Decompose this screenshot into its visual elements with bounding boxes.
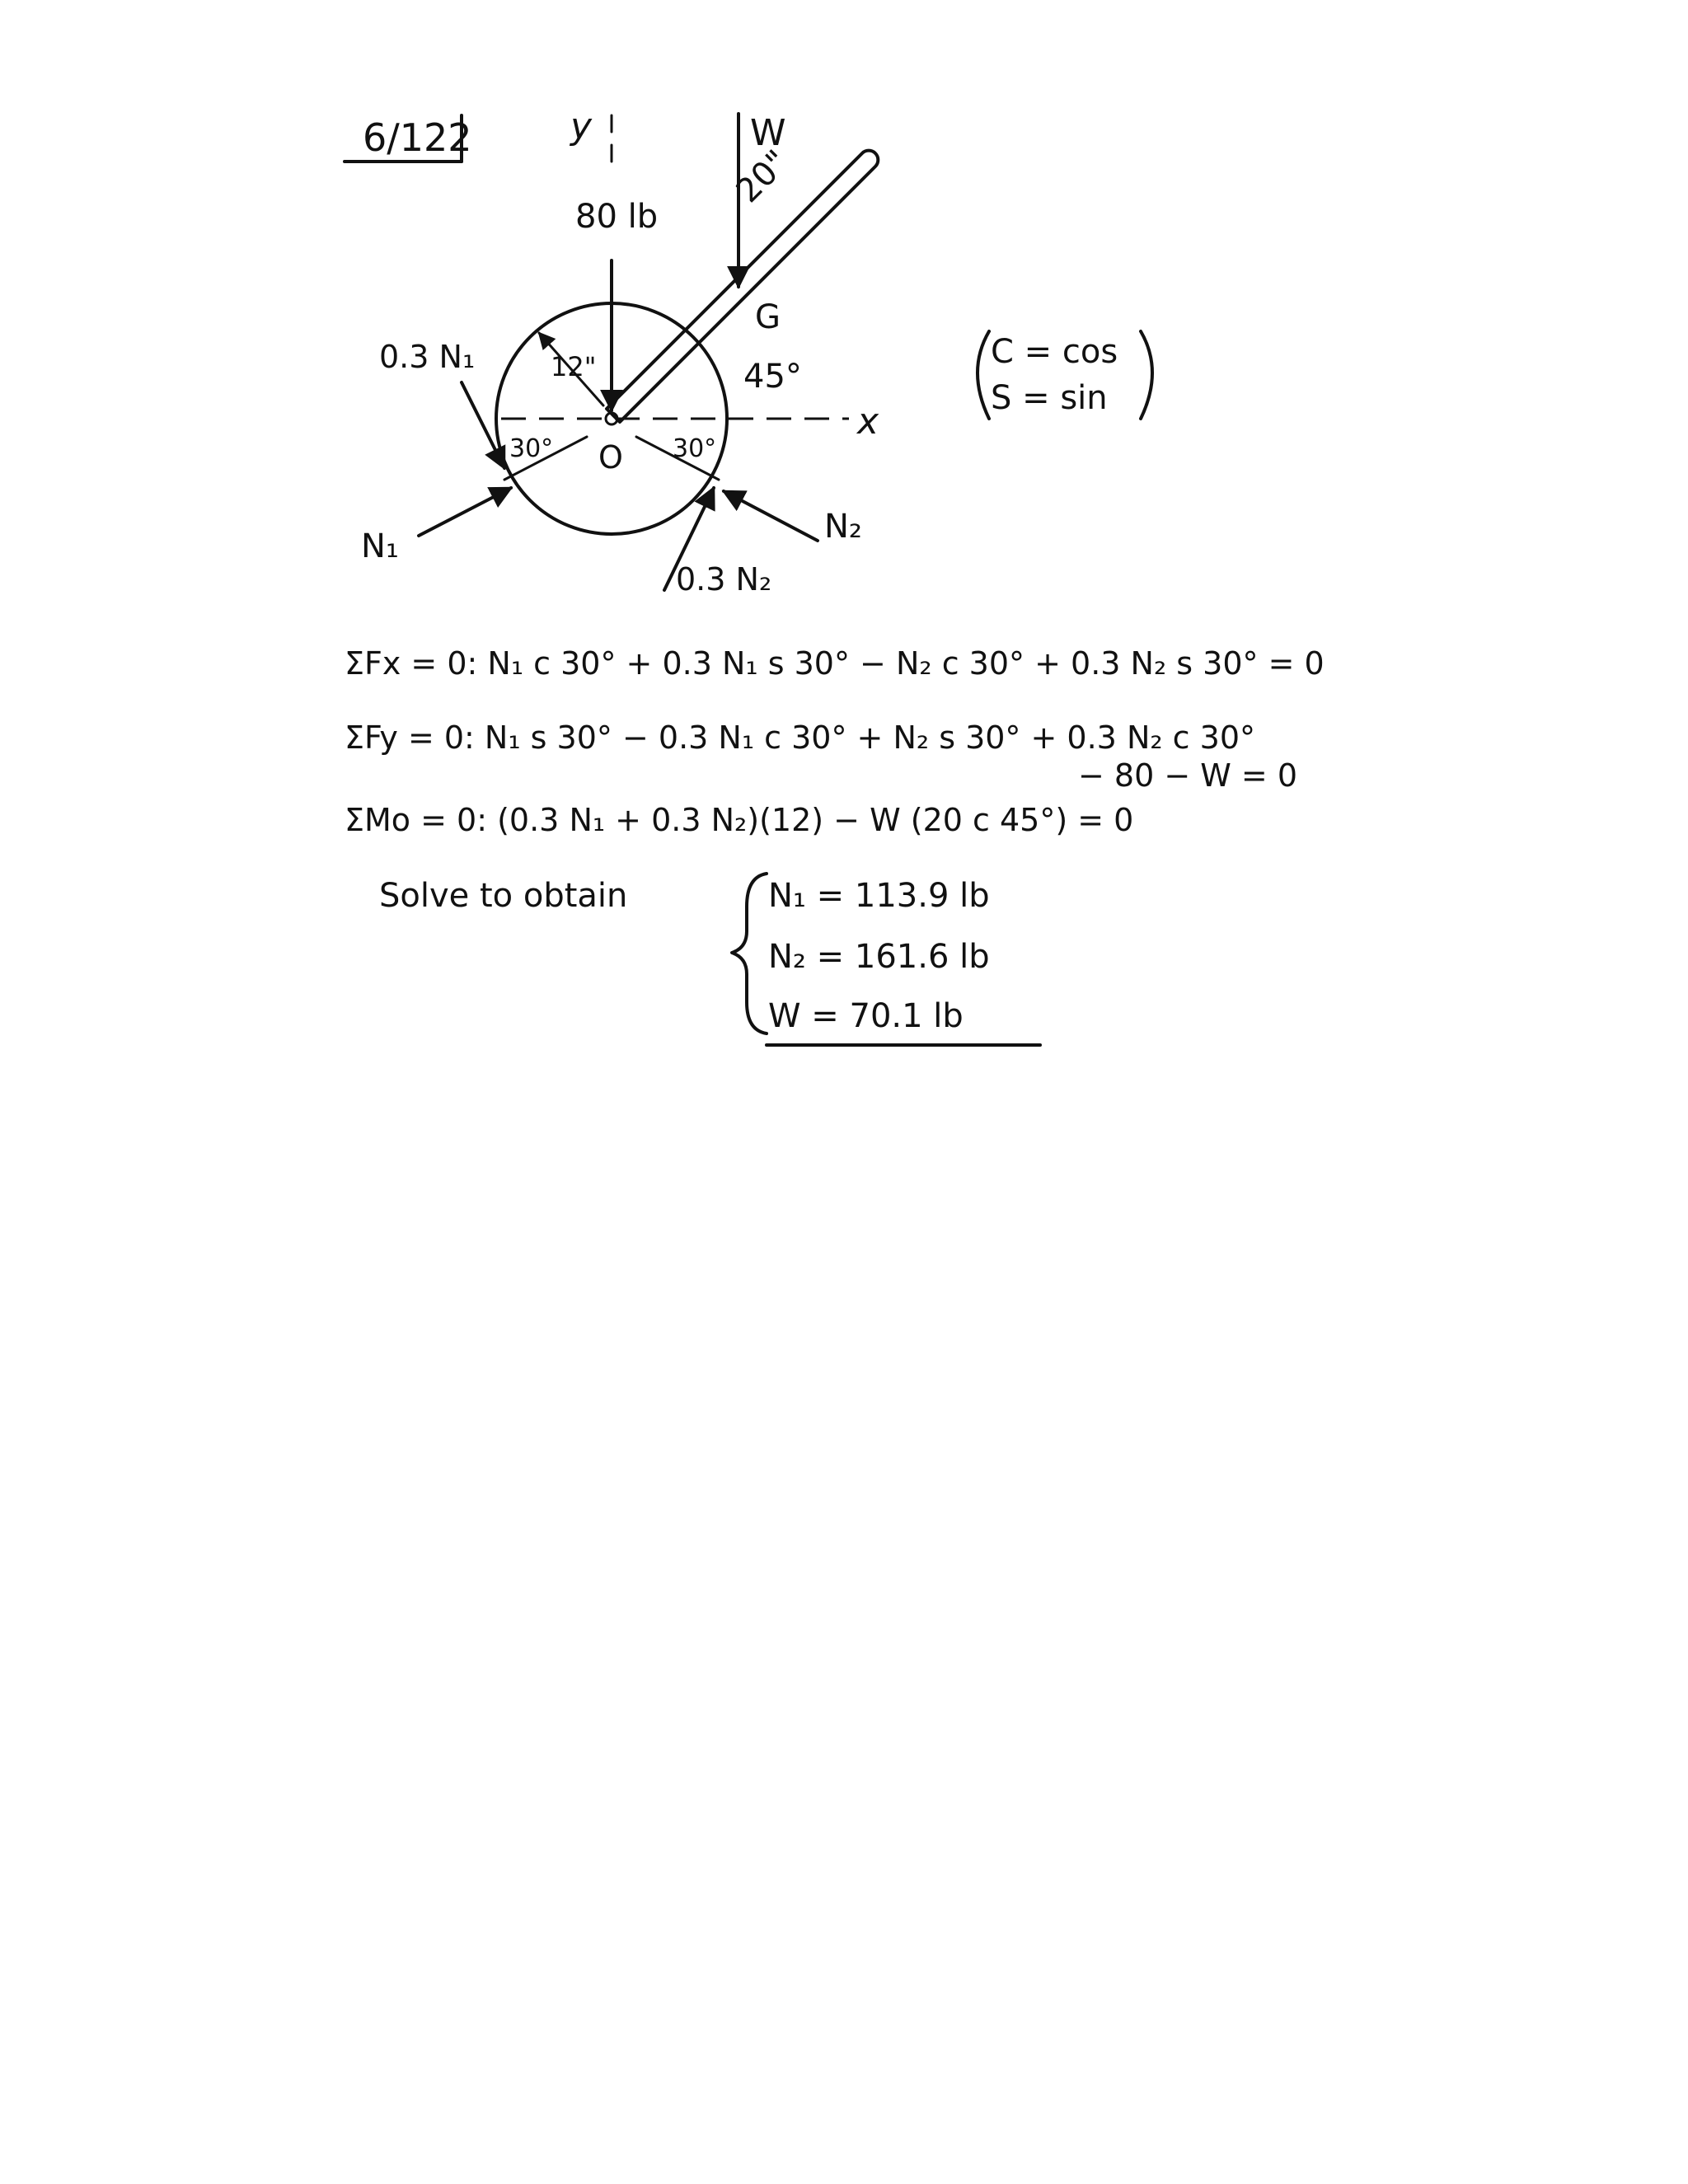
arm-length-label: 20" bbox=[729, 143, 797, 211]
sum-mo-equation: ΣMo = 0: (0.3 N₁ + 0.3 N₂)(12) − W (20 c 45°) = 0 bbox=[345, 802, 1134, 838]
y-axis-label: y bbox=[570, 105, 593, 148]
result-n1: N₁ = 113.9 lb bbox=[768, 877, 990, 915]
solution-block bbox=[379, 874, 1040, 1045]
legend-left-paren bbox=[978, 331, 989, 419]
arm-angle-label: 45° bbox=[743, 358, 802, 396]
problem-number bbox=[345, 115, 472, 162]
load-80-label: 80 lb bbox=[575, 198, 659, 236]
legend-sin: S = sin bbox=[991, 379, 1108, 417]
legend-right-paren bbox=[1141, 331, 1152, 419]
center-label: O bbox=[598, 439, 623, 476]
solution-brace bbox=[732, 874, 767, 1033]
problem-number-text: 6/122 bbox=[363, 115, 472, 160]
solution-prefix: Solve to obtain bbox=[379, 877, 628, 915]
x-axis-label: x bbox=[857, 401, 879, 443]
normal-1-label: N₁ bbox=[361, 527, 399, 565]
normal-1-arrow bbox=[419, 488, 511, 536]
sum-fy-equation: ΣFy = 0: N₁ s 30° − 0.3 N₁ c 30° + N₂ s 30° + 0.3 N₂ c 30° bbox=[345, 719, 1256, 756]
load-w-label: W bbox=[750, 112, 786, 154]
equilibrium-equations bbox=[345, 645, 1325, 838]
radius-label: 12" bbox=[551, 351, 597, 382]
free-body-diagram bbox=[361, 105, 879, 598]
legend-cos: C = cos bbox=[991, 333, 1118, 371]
friction-1-label: 0.3 N₁ bbox=[379, 339, 476, 375]
sum-fx-equation: ΣFx = 0: N₁ c 30° + 0.3 N₁ s 30° − N₂ c 30° + 0.3 N₂ s 30° = 0 bbox=[345, 645, 1325, 682]
friction-2-label: 0.3 N₂ bbox=[676, 561, 772, 598]
cg-label: G bbox=[755, 298, 781, 336]
trig-legend bbox=[978, 331, 1152, 419]
result-n2: N₂ = 161.6 lb bbox=[768, 938, 990, 976]
normal-2-label: N₂ bbox=[824, 508, 862, 546]
result-w: W = 70.1 lb bbox=[768, 997, 964, 1035]
normal-2-arrow bbox=[724, 491, 818, 541]
sum-fy-continuation: − 80 − W = 0 bbox=[1078, 757, 1298, 794]
angle-right-label: 30° bbox=[673, 434, 717, 463]
angle-left-label: 30° bbox=[509, 434, 554, 463]
